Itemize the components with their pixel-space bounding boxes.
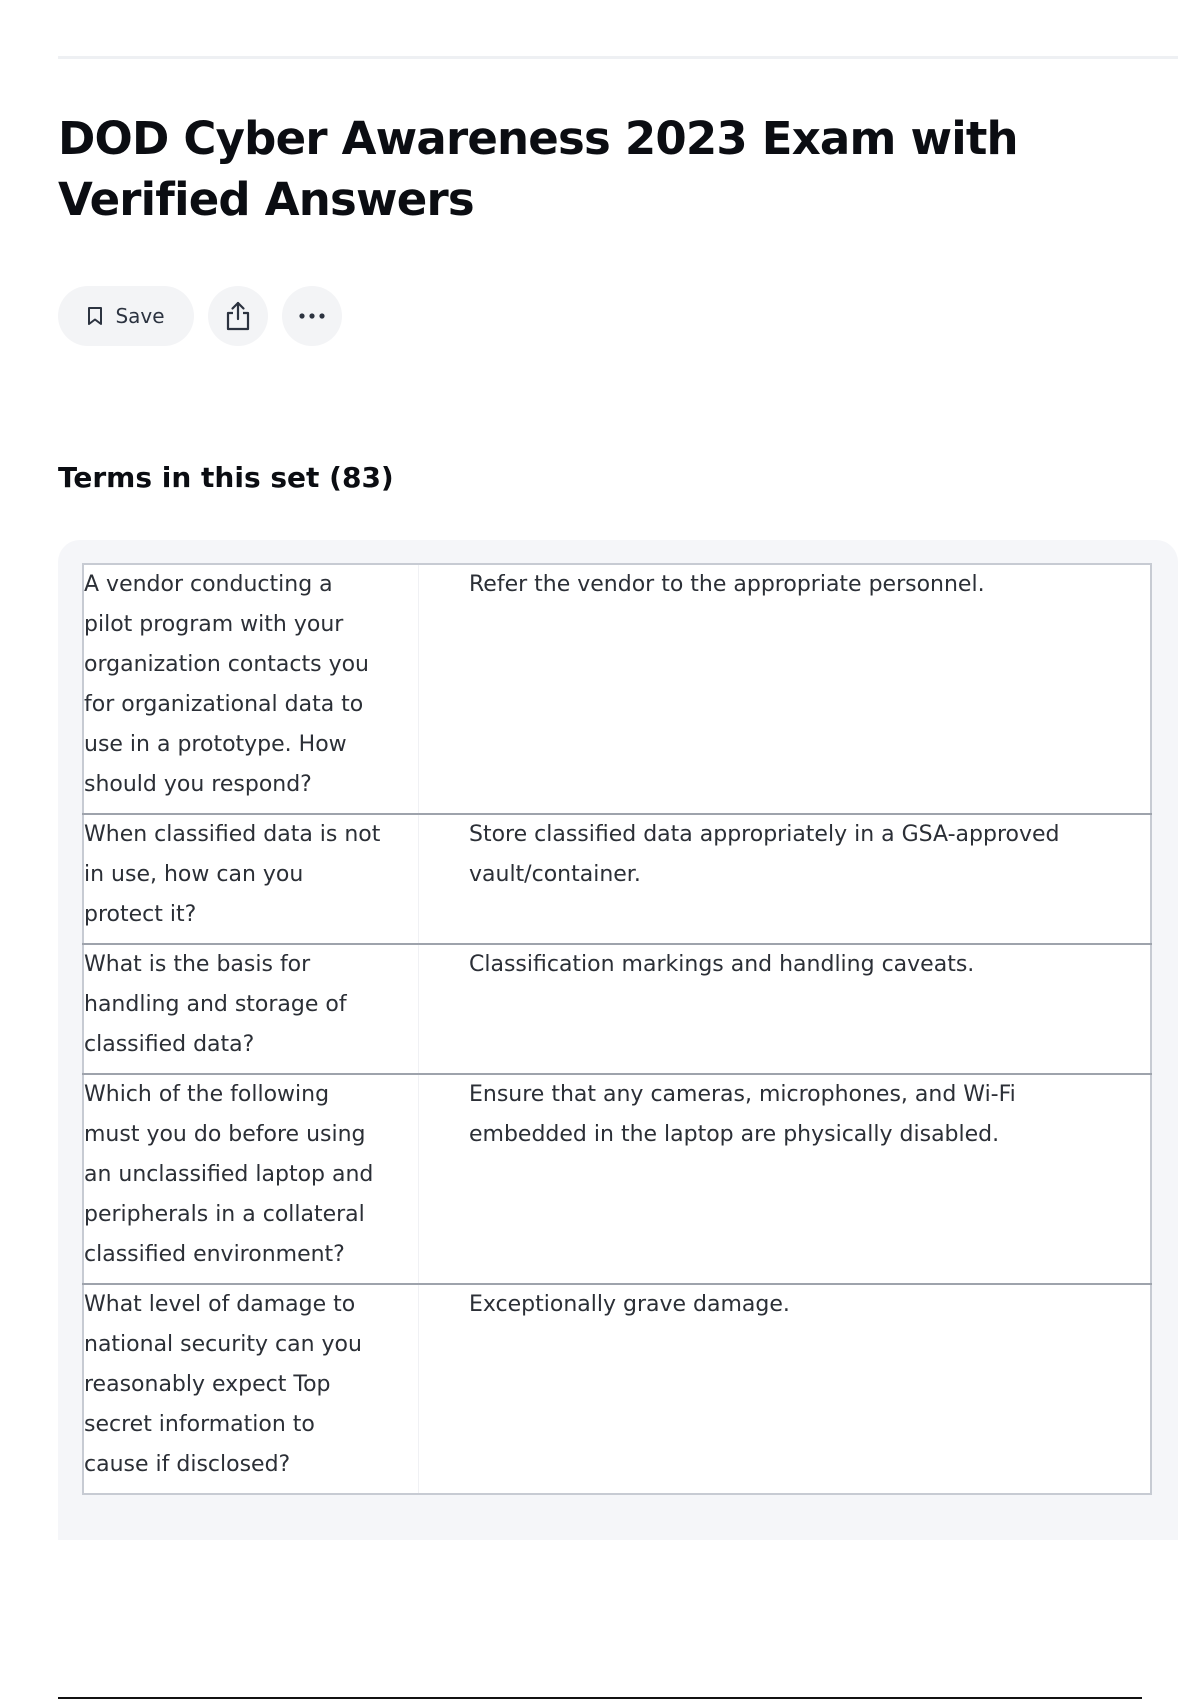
share-icon: [224, 301, 252, 331]
term-cell: A vendor conducting a pilot program with your organization contacts you for organizational data to use in a prototype. How should you respond?: [83, 564, 419, 814]
terms-table: [82, 563, 1152, 1495]
more-horizontal-icon: [298, 312, 326, 320]
more-options-button[interactable]: [282, 286, 342, 346]
table-row: [83, 814, 1151, 944]
table-row: [83, 1284, 1151, 1494]
definition-cell: Store classified data appropriately in a GSA-approved vault/container.: [469, 822, 1060, 887]
top-divider: [58, 56, 1178, 59]
term-cell: What is the basis for handling and storage of classified data?: [83, 944, 419, 1074]
bottom-divider: [58, 1697, 1142, 1699]
table-row: [83, 564, 1151, 814]
action-bar: [58, 286, 342, 346]
share-button[interactable]: [208, 286, 268, 346]
term-cell: Which of the following must you do before using an unclassified laptop and peripherals in a collateral classified environment?: [83, 1074, 419, 1284]
term-cell: When classified data is not in use, how can you protect it?: [83, 814, 419, 944]
save-label: Save: [115, 304, 165, 328]
definition-cell: Ensure that any cameras, microphones, and Wi-Fi embedded in the laptop are physically disabled.: [469, 1082, 1016, 1147]
definition-cell: Refer the vendor to the appropriate personnel.: [469, 572, 985, 597]
table-row: [83, 1074, 1151, 1284]
terms-heading: Terms in this set (83): [58, 461, 394, 494]
term-cell: What level of damage to national security can you reasonably expect Top secret information to cause if disclosed?: [83, 1284, 419, 1494]
page-title: DOD Cyber Awareness 2023 Exam with Verified Answers: [58, 112, 1018, 226]
save-button[interactable]: [58, 286, 194, 346]
definition-cell: Exceptionally grave damage.: [469, 1292, 790, 1317]
table-row: [83, 944, 1151, 1074]
bookmark-icon: [87, 306, 103, 326]
definition-cell: Classification markings and handling caveats.: [469, 952, 975, 977]
